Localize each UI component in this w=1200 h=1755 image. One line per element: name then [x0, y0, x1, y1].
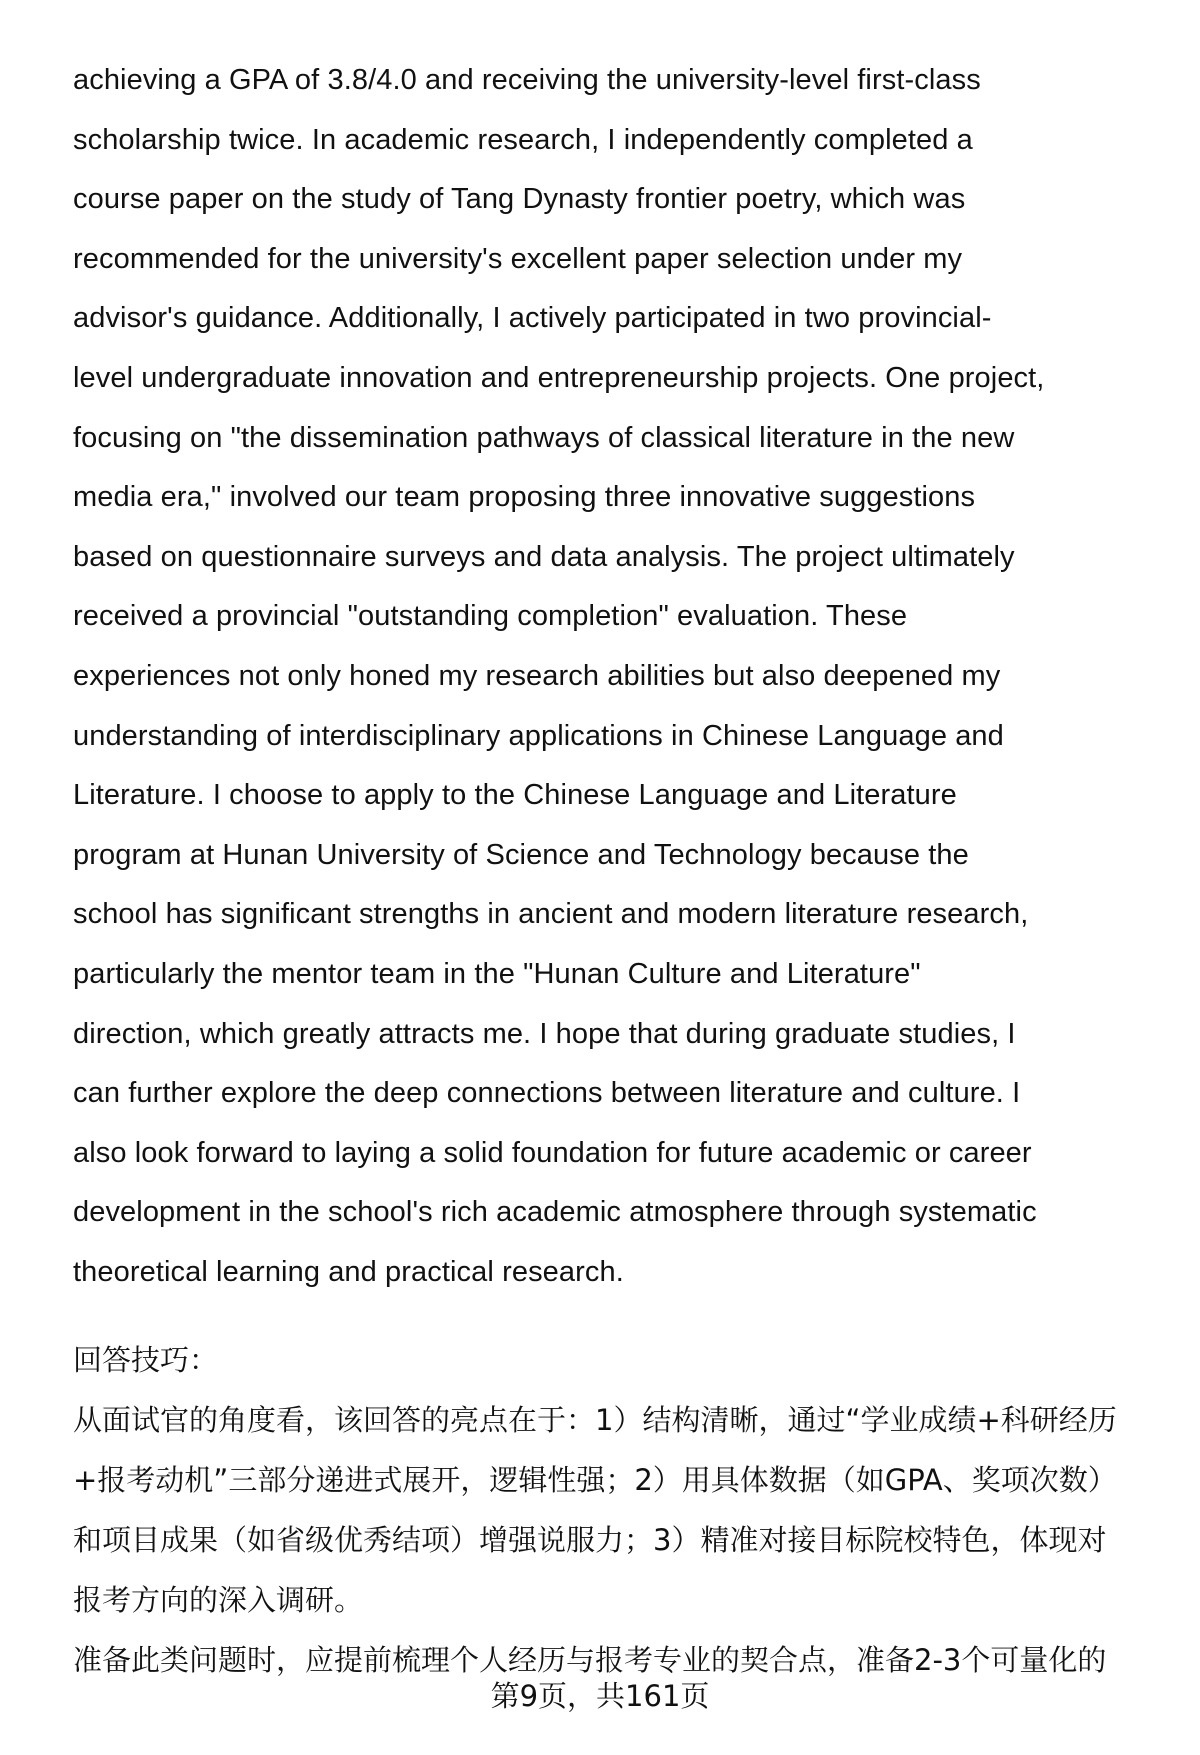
answer-line: can further explore the deep connections between literature and culture. I [73, 1077, 1021, 1110]
tips-line: 报考方向的深入调研。 [73, 1583, 364, 1617]
answer-line: course paper on the study of Tang Dynasty frontier poetry, which was [73, 183, 966, 216]
answer-line: Literature. I choose to apply to the Chinese Language and Literature [73, 779, 957, 812]
answer-line: also look forward to laying a solid foundation for future academic or career [73, 1136, 1032, 1169]
tips-line: 从面试官的角度看，该回答的亮点在于：1）结构清晰，通过“学业成绩+科研经历 [73, 1403, 1117, 1437]
answer-line: direction, which greatly attracts me. I hope that during graduate studies, I [73, 1017, 1016, 1050]
answer-line: development in the school's rich academic atmosphere through systematic [73, 1196, 1037, 1229]
page-number: 第9页，共161页 [490, 1679, 710, 1713]
answer-line: experiences not only honed my research abilities but also deepened my [73, 659, 1001, 692]
answer-line: understanding of interdisciplinary applications in Chinese Language and [73, 719, 1004, 752]
tips-section [73, 1330, 1117, 1690]
answer-line: media era," involved our team proposing three innovative suggestions [73, 481, 976, 514]
tips-line: 和项目成果（如省级优秀结项）增强说服力；3）精准对接目标院校特色，体现对 [73, 1523, 1107, 1557]
answer-line: level undergraduate innovation and entrepreneurship projects. One project, [73, 361, 1045, 394]
tips-heading: 回答技巧： [73, 1343, 219, 1377]
answer-line: received a provincial "outstanding completion" evaluation. These [73, 600, 908, 633]
answer-line: recommended for the university's excellent paper selection under my [73, 242, 963, 275]
tips-line: 准备此类问题时，应提前梳理个人经历与报考专业的契合点，准备2-3个可量化的 [73, 1643, 1107, 1677]
answer-line: theoretical learning and practical research. [73, 1255, 624, 1288]
answer-line: scholarship twice. In academic research, I independently completed a [73, 123, 973, 156]
answer-line: achieving a GPA of 3.8/4.0 and receiving the university-level first-class [73, 64, 981, 96]
answer-line: focusing on "the dissemination pathways of classical literature in the new [73, 421, 1015, 454]
answer-line: advisor's guidance. Additionally, I actively participated in two provincial- [73, 302, 992, 335]
answer-line: school has significant strengths in ancient and modern literature research, [73, 898, 1029, 931]
answer-line: particularly the mentor team in the "Hunan Culture and Literature" [73, 957, 921, 990]
tips-line: +报考动机”三部分递进式展开，逻辑性强；2）用具体数据（如GPA、奖项次数） [73, 1463, 1117, 1497]
answer-line: based on questionnaire surveys and data analysis. The project ultimately [73, 540, 1015, 573]
answer-line: program at Hunan University of Science and Technology because the [73, 838, 969, 871]
answer-paragraph [73, 50, 1044, 1301]
